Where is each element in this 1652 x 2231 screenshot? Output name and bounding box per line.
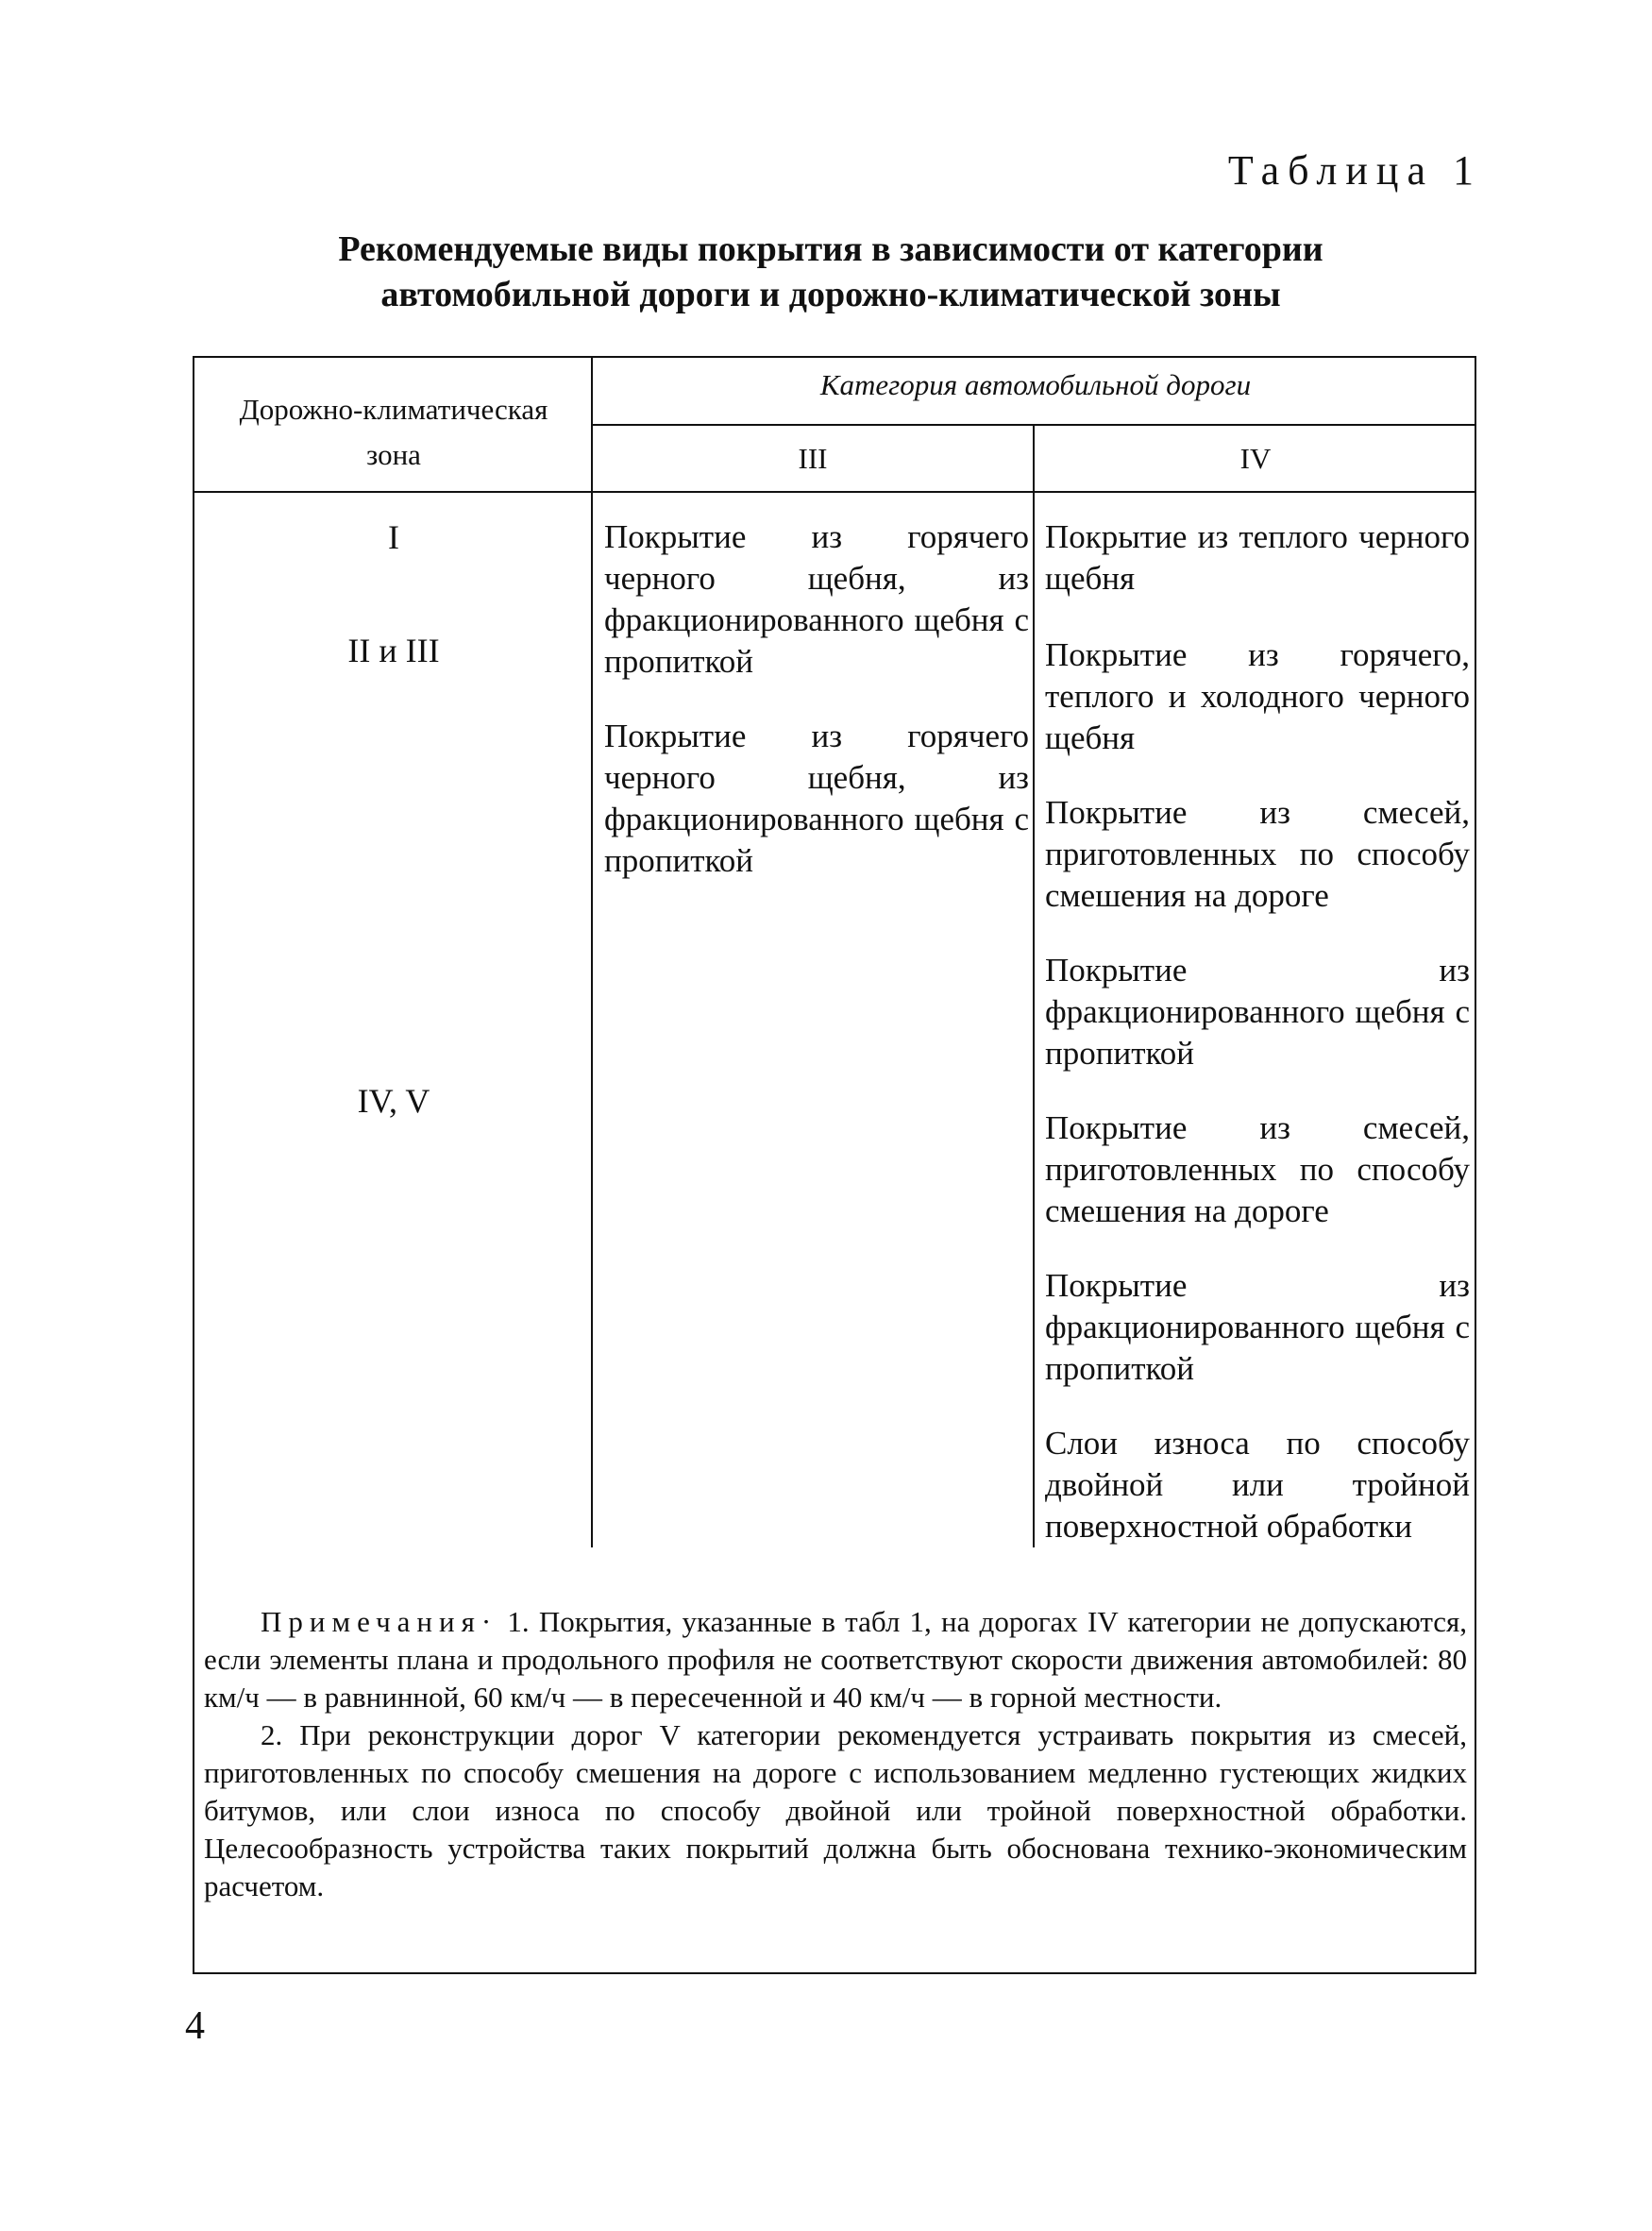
cell-cat3-zone-ii-iii: Покрытие из горячего черного щебня, из фракционированного щебня с пропиткой [604,718,1029,879]
table-notes [204,1603,1467,1905]
column-divider-categories [1033,424,1035,1547]
cell-cat4-row-7: Слои износа по способу двойной или тройной поверхностной обработки [1045,1425,1470,1545]
zone-ii-iii: II и III [347,632,440,669]
table-title-line-2: автомобильной дороги и дорожно-климатической зоны [380,275,1281,314]
table-label: Таблица 1 [1227,147,1482,194]
zone-iv-v: IV, V [357,1082,430,1120]
header-zone [194,387,593,478]
table-title [189,227,1473,317]
cell-cat4-row-1: Покрытие из теплого черного щебня [1045,518,1470,597]
header-divider-category [593,424,1476,426]
header-category-iii: III [798,442,828,475]
table-title-line-1: Рекомендуемые виды покрытия в зависимости от категории [338,229,1323,269]
note-2: 2. При реконструкции дорог V категории рекомендуется устраивать покрытия из смесей, приготовленных по способу смешения на дороге с использованием медленно густеющих жидких битумов, или слои износа по способу двойной или тройной поверхностной обработки. Целесообразность устройства таких покрытий должна быть обоснована технико-экономическим расчетом. [204,1718,1467,1902]
header-divider-bottom [193,491,1476,493]
zone-i: I [388,518,399,556]
note-1 [204,1603,1467,1716]
cell-cat4-row-2: Покрытие из горячего, теплого и холодного черного щебня [1045,636,1470,756]
header-category: Категория автомобильной дороги [819,368,1252,401]
header-zone-line-1: Дорожно-климатическая [239,393,548,426]
cell-cat4-row-4: Покрытие из фракционированного щебня с пропиткой [1045,952,1470,1072]
cell-cat4-row-6: Покрытие из фракционированного щебня с пропиткой [1045,1267,1470,1387]
cell-cat4-row-5: Покрытие из смесей, приготовленных по способу смешения на дороге [1045,1109,1470,1229]
header-category-iv: IV [1239,442,1272,475]
cell-cat3-zone-i: Покрытие из горячего черного щебня, из фракционированного щебня с пропиткой [604,518,1029,680]
cell-cat4-row-3: Покрытие из смесей, приготовленных по способу смешения на дороге [1045,794,1470,914]
header-zone-line-2: зона [366,438,421,471]
notes-label: Примечания· [261,1605,498,1638]
page-number: 4 [185,2004,205,2048]
note-1-text: 1. Покрытия, указанные в табл 1, на дорогах IV категории не допускаются, если элементы плана и продольного профиля не соответствуют скорости движения автомобилей: 80 км/ч — в равнинной, 60 км/ч — в пересеченной и 40 км/ч — в горной местности. [204,1605,1468,1714]
